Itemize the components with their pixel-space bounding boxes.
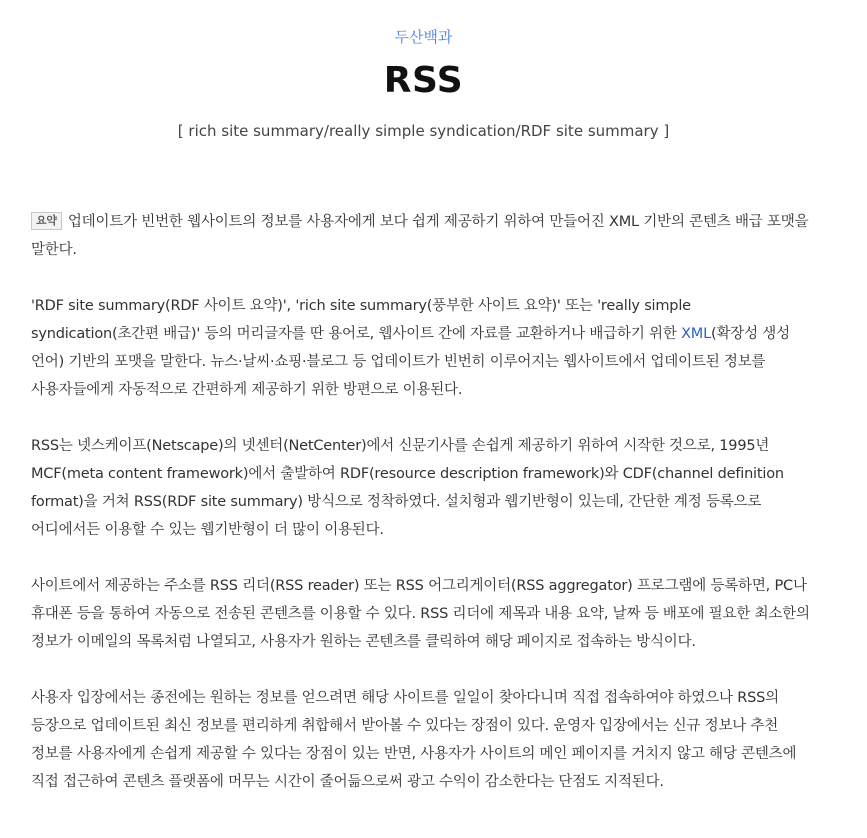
xml-link[interactable]: XML bbox=[681, 326, 711, 342]
source-link[interactable]: 두산백과 bbox=[394, 28, 453, 46]
body-paragraph-1-text-b: (확장성 생성 언어) 기반의 포맷을 말한다. 뉴스·날씨·쇼핑·블로그 등 업데이트가 빈번히 이루어지는 웹사이트에서 업데이트된 정보를 사용자들에게 자동적으로 간편하게 제공하기 위한 방편으로 이용된다. bbox=[31, 326, 790, 398]
body-paragraph-3: 사이트에서 제공하는 주소를 RSS 리더(RSS reader) 또는 RSS 어그리게이터(RSS aggregator) 프로그램에 등록하면, PC나 휴대폰 등을 통하여 자동으로 전송된 콘텐츠를 이용할 수 있다. RSS 리더에 제목과 내용 요약, 날짜 등 배포에 필요한 최소한의 정보가 이메일의 목록처럼 나열되고, 사용자가 원하는 콘텐츠를 클릭하여 해당 페이지로 접속하는 방식이다. bbox=[31, 578, 810, 650]
summary-badge: 요약 bbox=[31, 212, 62, 230]
article-body bbox=[31, 208, 817, 824]
summary-text: 업데이트가 빈번한 웹사이트의 정보를 사용자에게 보다 쉽게 제공하기 위하여 만들어진 XML 기반의 콘텐츠 배급 포맷을 말한다. bbox=[31, 214, 809, 258]
body-paragraph-1-text-a: 'RDF site summary(RDF 사이트 요약)', 'rich site summary(풍부한 사이트 요약)' 또는 'really simple syndication(초간편 배급)' 등의 머리글자를 딴 용어로, 웹사이트 간에 자료를 교환하거나 배급하기 위한 bbox=[31, 298, 691, 342]
summary-paragraph bbox=[31, 208, 817, 264]
body-paragraph-2: RSS는 넷스케이프(Netscape)의 넷센터(NetCenter)에서 신문기사를 손쉽게 제공하기 위하여 시작한 것으로, 1995년 MCF(meta content framework)에서 출발하여 RDF(resource description framework)와 CDF(channel definition format)을 거쳐 RSS(RDF site summary) 방식으로 정착하였다. 설치형과 웹기반형이 있는데, 간단한 계정 등록으로 어디에서든 이용할 수 있는 웹기반형이 더 많이 이용된다. bbox=[31, 438, 784, 538]
body-paragraph-4: 사용자 입장에서는 종전에는 원하는 정보를 얻으려면 해당 사이트를 일일이 찾아다니며 직접 접속하여야 하였으나 RSS의 등장으로 업데이트된 최신 정보를 편리하게 취합해서 받아볼 수 있다는 장점이 있다. 운영자 입장에서는 신규 정보나 추천 정보를 사용자에게 손쉽게 제공할 수 있다는 장점이 있는 반면, 사용자가 사이트의 메인 페이지를 거치지 않고 해당 콘텐츠에 직접 접근하여 콘텐츠 플랫폼에 머무는 시간이 줄어듦으로써 광고 수익이 감소한다는 단점도 지적된다. bbox=[31, 690, 797, 790]
body-paragraph-1 bbox=[31, 292, 817, 404]
page-title: RSS bbox=[383, 60, 464, 101]
page-subtitle: [ rich site summary/really simple syndication/RDF site summary ] bbox=[177, 122, 670, 140]
